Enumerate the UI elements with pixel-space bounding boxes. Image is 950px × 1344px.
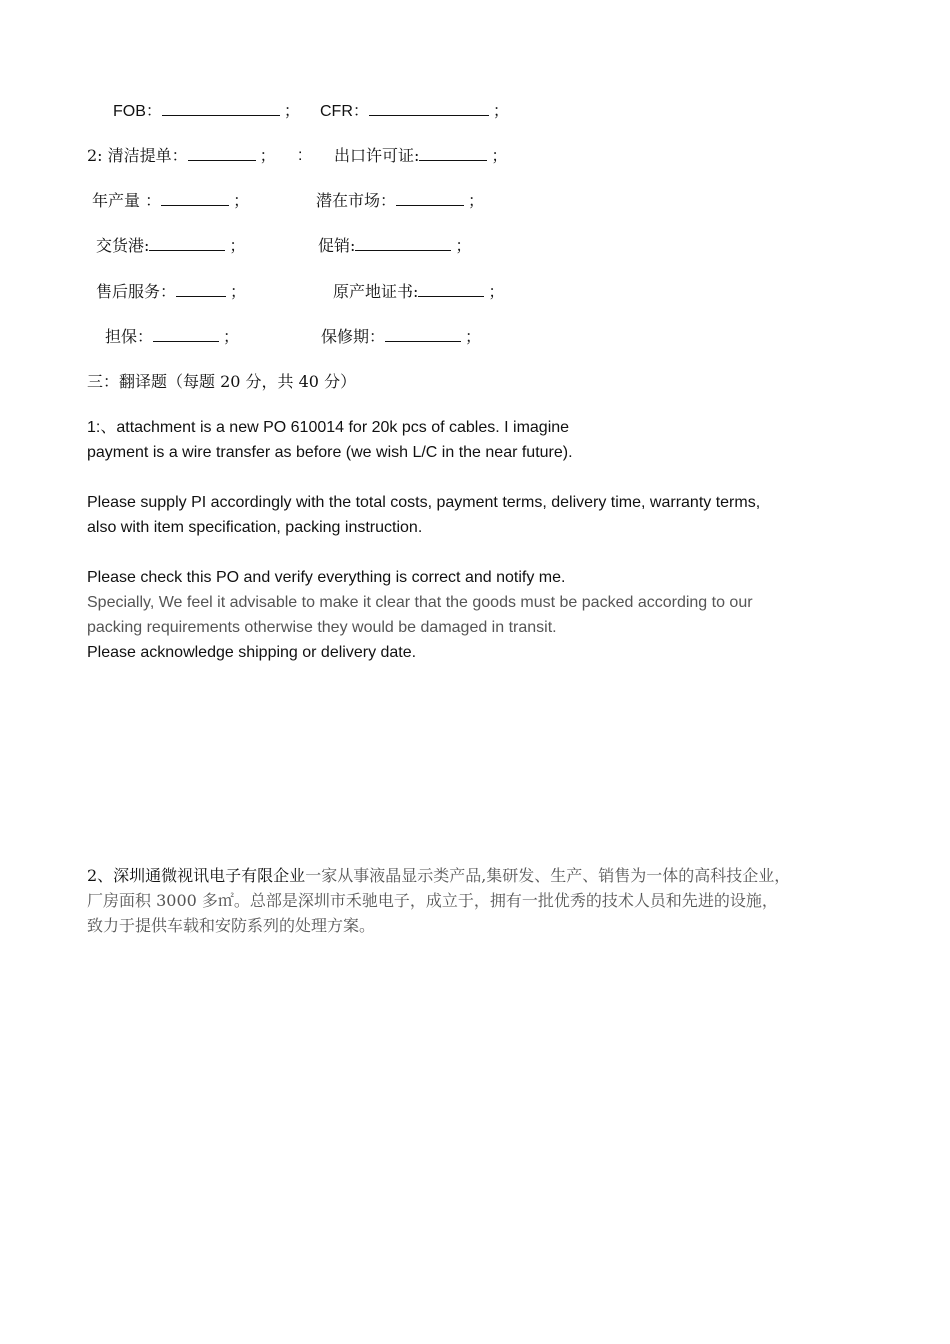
origin-sep: ；	[488, 282, 505, 301]
port-field	[96, 236, 245, 256]
aftersales-label: 售后服务：	[96, 282, 177, 301]
cfr-sep: ；	[492, 103, 509, 120]
q2-line1-rest: 一家从事液晶显示类产品,集研发、生产、销售为一体的高科技企业，	[305, 866, 791, 885]
aftersales-sep: ；	[230, 282, 247, 301]
annual-label: 年产量 ：	[92, 191, 162, 210]
warranty-field	[321, 327, 481, 347]
fob-field	[113, 101, 300, 122]
guarantee-field	[105, 327, 239, 347]
q1-line: Specially, We feel it advisable to make it clear that the goods must be packed according to our	[87, 594, 753, 611]
q1-line: Please acknowledge shipping or delivery date.	[87, 644, 417, 661]
export-field	[334, 146, 507, 166]
origin-blank[interactable]	[418, 282, 484, 297]
promo-field	[318, 236, 471, 256]
promo-blank[interactable]	[355, 236, 451, 251]
market-blank[interactable]	[396, 191, 464, 206]
export-label: 出口许可证:	[334, 146, 420, 165]
origin-field	[333, 282, 504, 302]
warranty-sep: ；	[465, 327, 482, 346]
annual-blank[interactable]	[161, 191, 229, 206]
section3-heading: 三：翻译题（每题 20 分，共 40 分）	[87, 372, 357, 391]
q1-line: also with item specification, packing instruction.	[87, 519, 423, 536]
port-sep: ；	[229, 236, 246, 255]
promo-sep: ；	[455, 236, 472, 255]
q1-line: 1:、attachment is a new PO 610014 for 20k pcs of cables. I imagine	[87, 419, 570, 436]
bill-label: 2: 清洁提单：	[87, 146, 188, 165]
warranty-label: 保修期：	[321, 327, 386, 346]
export-sep: ；	[491, 146, 508, 165]
q2-line3: 致力于提供车载和安防系列的处理方案。	[87, 916, 376, 935]
annual-sep: ；	[233, 191, 250, 210]
q2-company: 2、深圳通微视讯电子有限企业	[87, 866, 306, 885]
cfr-field	[320, 101, 509, 122]
guarantee-blank[interactable]	[153, 327, 219, 342]
q1-line: payment is a wire transfer as before (we wish L/C in the near future).	[87, 444, 573, 461]
guarantee-label: 担保：	[105, 327, 154, 346]
port-label: 交货港:	[96, 236, 150, 255]
cfr-blank[interactable]	[369, 101, 489, 116]
fob-label: FOB：	[113, 103, 162, 120]
promo-label: 促销:	[318, 236, 356, 255]
fob-sep: ；	[283, 103, 300, 120]
cfr-label: CFR：	[320, 103, 369, 120]
warranty-blank[interactable]	[385, 327, 461, 342]
aftersales-blank[interactable]	[176, 282, 226, 297]
port-blank[interactable]	[149, 236, 225, 251]
bill-sep: ；	[259, 148, 276, 165]
question-1	[87, 415, 867, 665]
fob-blank[interactable]	[162, 101, 280, 116]
export-blank[interactable]	[419, 146, 487, 161]
market-label: 潜在市场：	[316, 191, 397, 210]
q2-line2: 厂房面积 3000 多㎡。总部是深圳市禾驰电子，成立于，拥有一批优秀的技术人员和先进的设施，	[87, 891, 778, 910]
q1-line: packing requirements otherwise they would be damaged in transit.	[87, 619, 557, 636]
guarantee-sep: ；	[223, 327, 240, 346]
origin-label: 原产地证书:	[333, 282, 419, 301]
annual-field	[92, 191, 249, 211]
question-2	[87, 863, 867, 938]
bill-field	[87, 146, 276, 167]
bill-blank[interactable]	[188, 146, 256, 161]
bill-colon: :	[298, 147, 303, 164]
q1-line: Please check this PO and verify everything is correct and notify me.	[87, 569, 566, 586]
aftersales-field	[96, 282, 246, 302]
market-field	[316, 191, 484, 211]
market-sep: ；	[468, 191, 485, 210]
q1-line: Please supply PI accordingly with the total costs, payment terms, delivery time, warranty terms,	[87, 494, 761, 511]
